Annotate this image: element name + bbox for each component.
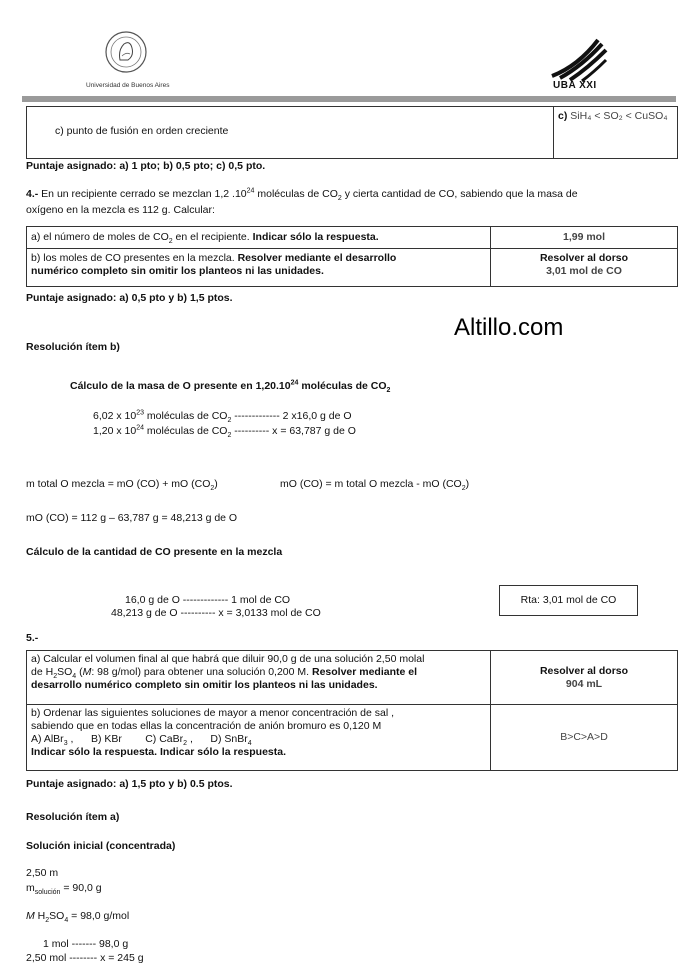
sub-4: 4 xyxy=(72,673,77,681)
resolution-b-title: Resolución ítem b) xyxy=(26,341,120,353)
q4-stmt-3: y cierta cantidad de CO, sabiendo que la masa de xyxy=(341,188,578,200)
q3-score: Puntaje asignado: a) 1 pto; b) 0,5 pto; c) 0,5 pto. xyxy=(26,160,266,172)
university-logo xyxy=(104,30,148,76)
q3-answer-label: c) xyxy=(558,110,568,122)
res-a-line-3 xyxy=(26,910,130,925)
line1-a: 6,02 x 10 xyxy=(93,410,137,422)
q4-row-a-answer: 1,99 mol xyxy=(491,227,678,249)
line2-val: = 90,0 g xyxy=(60,882,102,894)
q5-row-b-line-1: b) Ordenar las siguientes soluciones de mayor a menor concentración de sal , xyxy=(31,707,395,719)
sub-2: 2 xyxy=(386,387,391,395)
co-line-1: 16,0 g de O ------------- 1 mol de CO xyxy=(125,594,291,606)
q5-option-a: A) AlBr xyxy=(31,733,64,745)
q5-row-a-answer-1: Resolver al dorso xyxy=(539,664,629,677)
university-name: Universidad de Buenos Aires xyxy=(86,82,170,89)
sub-4: 4 xyxy=(64,917,69,925)
q4-row-b-text: b) los moles de CO presentes en la mezcla. xyxy=(31,252,238,264)
resolution-a-subtitle: Solución inicial (concentrada) xyxy=(26,840,176,852)
co-calc-title: Cálculo de la cantidad de CO presente en la mezcla xyxy=(26,546,283,558)
q4-stmt-line2: oxígeno en la mezcla es 112 g. Calcular: xyxy=(26,204,215,216)
q4-row-a-bold: Indicar sólo la respuesta. xyxy=(252,231,379,243)
q4-score: Puntaje asignado: a) 0,5 pto y b) 1,5 ptos. xyxy=(26,292,233,304)
equation-1 xyxy=(26,478,218,493)
res-a-line-4: 1 mol ------- 98,0 g xyxy=(43,938,129,950)
q5-row-b-bold: Indicar sólo la respuesta. Indicar sólo la respuesta. xyxy=(31,746,287,758)
q3-item-c xyxy=(27,107,554,159)
header-rule xyxy=(22,96,676,102)
line2-c: ---------- x = 63,787 g de O xyxy=(231,425,356,437)
q5-row-a-answer xyxy=(491,651,678,705)
q4-stmt-1: En un recipiente cerrado se mezclan 1,2 .10 xyxy=(38,188,247,200)
q5-number: 5.- xyxy=(26,632,39,644)
res-a-line-1: 2,50 m xyxy=(26,867,59,879)
q5-option-c: C) CaBr xyxy=(145,733,184,745)
resolution-a-title: Resolución ítem a) xyxy=(26,811,120,823)
q5-option-b: B) KBr xyxy=(90,733,122,745)
q4-row-b xyxy=(27,249,491,287)
line1-exp: 23 xyxy=(136,409,144,417)
line1-c: ------------- 2 x16,0 g de O xyxy=(231,410,352,422)
q4-stmt-exp: 24 xyxy=(246,187,255,195)
q4-row-b-answer xyxy=(491,249,678,287)
sub-2: 2 xyxy=(227,432,232,440)
sub-3: 3 xyxy=(63,740,68,748)
q3-table xyxy=(26,106,678,159)
sub-2: 2 xyxy=(210,485,215,493)
q5-row-a-2bold: Resolver mediante el xyxy=(311,666,418,678)
q5-option-d: D) SnBr xyxy=(210,733,248,745)
q4-row-b-bold-2: numérico completo sin omitir los planteos ni las unidades. xyxy=(31,265,324,277)
q4-row-a-text-1: a) el número de moles de CO xyxy=(31,231,169,243)
sub-2: 2 xyxy=(227,417,232,425)
equation-3: mO (CO) = 112 g – 63,787 g = 48,213 g de O xyxy=(26,512,238,524)
line3-c: = 98,0 g/mol xyxy=(68,910,130,922)
sub-2: 2 xyxy=(168,238,173,246)
q4-row-b-answer-2: 3,01 mol de CO xyxy=(546,265,622,277)
q5-row-a-2c: ( xyxy=(76,666,83,678)
line3-b: SO xyxy=(49,910,65,922)
sub-2: 2 xyxy=(183,740,188,748)
calc-title-2: moléculas de CO xyxy=(298,380,387,392)
line2-b: moléculas de CO xyxy=(144,425,228,437)
watermark: Altillo.com xyxy=(454,314,564,341)
q4-statement xyxy=(26,186,676,218)
q5-row-a-line-1: a) Calcular el volumen final al que habrá que diluir 90,0 g de una solución 2,50 molal xyxy=(31,653,425,665)
sub-4: 4 xyxy=(247,740,252,748)
line1-b: moléculas de CO xyxy=(144,410,228,422)
line2-a: 1,20 x 10 xyxy=(93,425,137,437)
q5-row-b-line-2: sabiendo que en todas ellas la concentración de anión bromuro es 0,120 M xyxy=(31,720,382,732)
resolution-b-line-1 xyxy=(93,409,352,425)
q3-item-c-text: c) punto de fusión en orden creciente xyxy=(55,125,229,137)
q4-number: 4.- xyxy=(26,188,39,200)
q5-row-a-2m: M xyxy=(82,666,92,678)
program-name: UBA XXI xyxy=(553,80,597,91)
line3-a: H xyxy=(34,910,46,922)
q5-row-a-2b: SO xyxy=(57,666,73,678)
res-a-line-2 xyxy=(26,882,102,897)
q3-answer-c xyxy=(554,107,678,159)
q4-row-a-text-2: en el recipiente. xyxy=(172,231,253,243)
line2-sub: solución xyxy=(34,889,61,897)
q5-row-a-2a: de H xyxy=(31,666,54,678)
sub-2: 2 xyxy=(337,195,342,203)
q4-row-b-answer-1: Resolver al dorso xyxy=(539,252,629,264)
resolution-b-line-2 xyxy=(93,424,356,440)
resolution-b-calc-title xyxy=(70,379,391,395)
equation-2 xyxy=(280,478,470,493)
q5-table xyxy=(26,650,678,771)
q5-row-a-answer-2: 904 mL xyxy=(565,677,603,690)
line2-m: m xyxy=(26,882,35,894)
answer-box xyxy=(499,585,638,616)
q5-row-b: b) Ordenar las siguientes soluciones de mayor a menor concentración de sal , sabiendo que en todas ellas la concentración de anión bromuro es 0,120 M A) AlBr$_3$ , B) KBr C) CaBr$_2$ , D) SnBr$_4$ Indicar sólo la respuesta. Indicar sólo la respuesta. xyxy=(27,705,491,771)
q5-row-a-3bold: desarrollo numérico completo sin omitir los planteos ni las unidades. xyxy=(31,679,378,691)
q4-stmt-2: moléculas de CO xyxy=(254,188,338,200)
sub-2: 2 xyxy=(45,917,50,925)
calc-title-exp: 24 xyxy=(290,379,299,387)
sub-2: 2 xyxy=(461,485,466,493)
eq1-b: ) xyxy=(214,478,218,490)
eq2-a: mO (CO) = m total O mezcla - mO (CO xyxy=(280,478,462,490)
calc-title-1: Cálculo de la masa de O presente en 1,20.10 xyxy=(70,380,291,392)
q4-table xyxy=(26,226,678,287)
eq2-b: ) xyxy=(465,478,470,490)
answer-box-text: Rta: 3,01 mol de CO xyxy=(520,594,617,606)
sub-2: 2 xyxy=(53,673,58,681)
line3-m: M xyxy=(26,910,35,922)
q3-answer-text: SiH₄ < SO₂ < CuSO₄ xyxy=(570,110,668,122)
res-a-line-5: 2,50 mol -------- x = 245 g xyxy=(26,952,144,964)
q5-row-a xyxy=(27,651,491,705)
q4-row-a xyxy=(27,227,491,249)
eq1-a: m total O mezcla = mO (CO) + mO (CO xyxy=(26,478,211,490)
q5-score: Puntaje asignado: a) 1,5 pto y b) 0.5 ptos. xyxy=(26,778,233,790)
co-line-2: 48,213 g de O ---------- x = 3,0133 mol de CO xyxy=(111,607,321,619)
q5-row-b-answer: B>C>A>D xyxy=(491,705,678,771)
line2-exp: 24 xyxy=(136,424,144,432)
q5-row-a-2d: : 98 g/mol) para obtener una solución 0,200 M. xyxy=(91,666,312,678)
q4-row-b-bold-1: Resolver mediante el desarrollo xyxy=(237,252,397,264)
